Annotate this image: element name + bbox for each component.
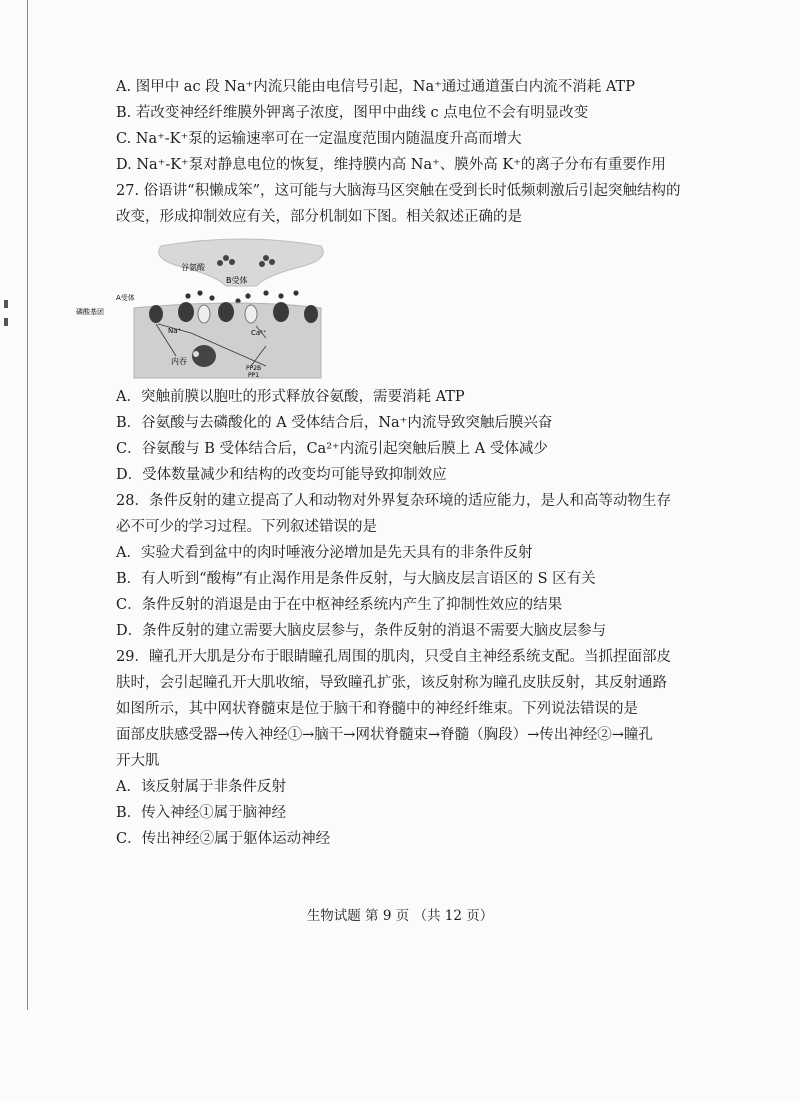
q27-option-c: C．谷氨酸与 B 受体结合后，Ca²⁺内流引起突触后膜上 A 受体减少 bbox=[116, 441, 548, 457]
q28-stem-cont: 必不可少的学习过程。下列叙述错误的是 bbox=[116, 519, 377, 535]
b-receptor-label: B受体 bbox=[226, 276, 248, 285]
margin-line bbox=[27, 0, 28, 1010]
margin-tick bbox=[4, 300, 8, 308]
q29-option-b: B．传入神经①属于脑神经 bbox=[116, 805, 287, 821]
phosphate-label: 磷酸基团 bbox=[76, 308, 104, 316]
q27-stem-cont: 改变，形成抑制效应有关，部分机制如下图。相关叙述正确的是 bbox=[116, 209, 522, 225]
pp2b-label: PP2B bbox=[246, 365, 262, 372]
page-footer: 生物试题 第 9 页 （共 12 页） bbox=[306, 908, 494, 924]
q29-pathway-cont: 开大肌 bbox=[116, 753, 160, 769]
q29-stem-cont: 肤时，会引起瞳孔开大肌收缩，导致瞳孔扩张，该反射称为瞳孔皮肤反射，其反射通路 bbox=[116, 675, 667, 691]
q29-stem-cont2: 如图所示，其中网状脊髓束是位于脑干和脊髓中的神经纤维束。下列说法错误的是 bbox=[116, 701, 638, 717]
page-content bbox=[76, 74, 686, 852]
q28-option-a: A．实验犬看到盆中的肉时唾液分泌增加是先天具有的非条件反射 bbox=[116, 545, 533, 561]
q27-option-d: D．受体数量减少和结构的改变均可能导致抑制效应 bbox=[116, 467, 447, 483]
q26-option-b: B. 若改变神经纤维膜外钾离子浓度，图甲中曲线 c 点电位不会有明显改变 bbox=[116, 105, 589, 121]
q26-option-a: A. 图甲中 ac 段 Na⁺内流只能由电信号引起，Na⁺通过通道蛋白内流不消耗 ATP bbox=[116, 79, 635, 95]
q29-pathway: 面部皮肤感受器→传入神经①→脑干→网状脊髓束→脊髓（胸段）→传出神经②→瞳孔 bbox=[116, 727, 653, 743]
pp1-label: PP1 bbox=[248, 372, 260, 379]
q29-option-c: C．传出神经②属于躯体运动神经 bbox=[116, 831, 331, 847]
synapse-illustration bbox=[76, 238, 366, 379]
margin-tick bbox=[4, 318, 8, 326]
na-label: Na⁺ bbox=[168, 327, 182, 335]
q28-option-b: B．有人听到“酸梅”有止渴作用是条件反射，与大脑皮层言语区的 S 区有关 bbox=[116, 571, 596, 587]
q27-option-b: B．谷氨酸与去磷酸化的 A 受体结合后，Na⁺内流导致突触后膜兴奋 bbox=[116, 415, 553, 431]
q28-stem: 28．条件反射的建立提高了人和动物对外界复杂环境的适应能力，是人和高等动物生存 bbox=[116, 493, 671, 509]
q27-stem: 27. 俗语讲“积懒成笨”，这可能与大脑海马区突触在受到长时低频刺激后引起突触结构的 bbox=[116, 183, 681, 199]
q29-option-a: A．该反射属于非条件反射 bbox=[116, 779, 286, 795]
q28-option-d: D．条件反射的建立需要大脑皮层参与，条件反射的消退不需要大脑皮层参与 bbox=[116, 623, 607, 639]
q27-option-a: A．突触前膜以胞吐的形式释放谷氨酸，需要消耗 ATP bbox=[116, 389, 465, 405]
a-receptor-label: A受体 bbox=[116, 294, 135, 302]
q26-option-c: C. Na⁺-K⁺泵的运输速率可在一定温度范围内随温度升高而增大 bbox=[116, 131, 522, 147]
glutamate-label: 谷氨酸 bbox=[181, 263, 205, 272]
ca-label: Ca²⁺ bbox=[251, 329, 267, 337]
q28-option-c: C．条件反射的消退是由于在中枢神经系统内产生了抑制性效应的结果 bbox=[116, 597, 563, 613]
synapse-diagram bbox=[76, 238, 366, 379]
q29-stem: 29．瞳孔开大肌是分布于眼睛瞳孔周围的肌肉，只受自主神经系统支配。当抓捏面部皮 bbox=[116, 649, 671, 665]
endocytosis-label: 内吞 bbox=[171, 357, 187, 366]
q26-option-d: D. Na⁺-K⁺泵对静息电位的恢复，维持膜内高 Na⁺、膜外高 K⁺的离子分布有重要作用 bbox=[116, 157, 666, 173]
